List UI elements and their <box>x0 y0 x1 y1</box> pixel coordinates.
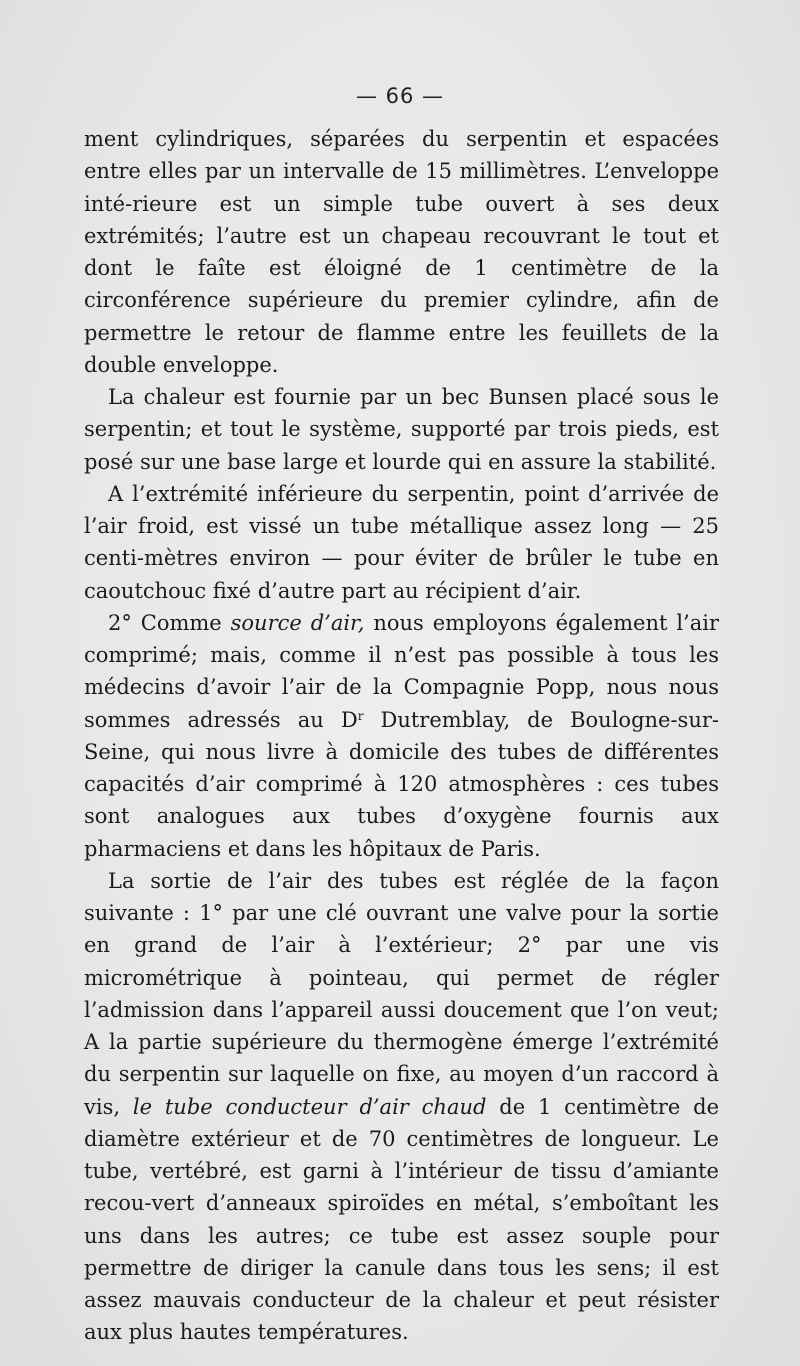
paragraph-3: A l’extrémité inférieure du serpentin, point d’arrivée de l’air froid, est vissé un tube métallique assez long — 25 centi-mètres environ — pour éviter de brûler le tube en caoutchouc fixé d’autre part au récipient d’air. <box>84 481 719 603</box>
paragraph-4 <box>84 607 719 865</box>
paragraph-4-italic: source d’air, <box>230 610 365 635</box>
paragraph-5-text: de 1 centimètre de diamètre extérieur et de 70 centimètres de longueur. Le tube, vertébré, est garni à l’intérieur de tissu d’amiante recou-vert d’anneaux spiroïdes en métal, s’emboîtant les uns dans les autres; ce tube est assez souple pour permettre de diriger la canule dans tous les sens; il est assez mauvais conducteur de la chaleur et peut résister aux plus hautes températures. <box>84 1094 720 1345</box>
paragraph-5-italic: le tube conducteur d’air chaud <box>132 1094 487 1119</box>
paragraph-4-lead: 2° Comme <box>108 610 231 635</box>
page-number: — 66 — <box>355 84 445 108</box>
paragraph-4-text-2: Dutremblay, de Boulogne-sur-Seine, qui nous livre à domicile des tubes de différentes capacités d’air comprimé à 120 atmosphères : ces tubes sont analogues aux tubes d’oxygène fournis aux pharmaciens et dans les hôpitaux de Paris. <box>84 707 719 861</box>
paragraph-2: La chaleur est fournie par un bec Bunsen placé sous le serpentin; et tout le système, supporté par trois pieds, est posé sur une base large et lourde qui en assure la stabilité. <box>84 385 719 474</box>
paragraph-5-lead: La sortie de l’air des tubes est réglée de la façon suivante : 1° par une clé ouvrant une valve pour la sortie en grand de l’air à l’extérieur; 2° par une vis micrométrique à pointeau, qui permet de régler l’admission dans l’appareil aussi doucement que l’on veut; A la partie supérieure du thermogène émerge l’extrémité du serpentin sur laquelle on fixe, au moyen d’un raccord à vis, <box>84 868 719 1119</box>
paragraph-1: ment cylindriques, séparées du serpentin et espacées entre elles par un intervalle de 15 millimètres. L’enveloppe inté-rieure est un simple tube ouvert à ses deux extrémités; l’autre est un chapeau recouvrant le tout et dont le faîte est éloigné de 1 centimètre de la circonférence supérieure du premier cylindre, afin de permettre le retour de flamme entre les feuillets de la double enveloppe. <box>84 127 719 377</box>
paragraph-4-superscript: r <box>357 708 364 723</box>
paragraph-5 <box>84 865 719 1349</box>
body-text <box>84 123 719 1349</box>
paragraph-4-text-1: nous employons également l’air comprimé; mais, comme il n’est pas possible à tous les médecins d’avoir l’air de la Compagnie Popp, nous nous sommes adressés au D <box>84 610 719 732</box>
